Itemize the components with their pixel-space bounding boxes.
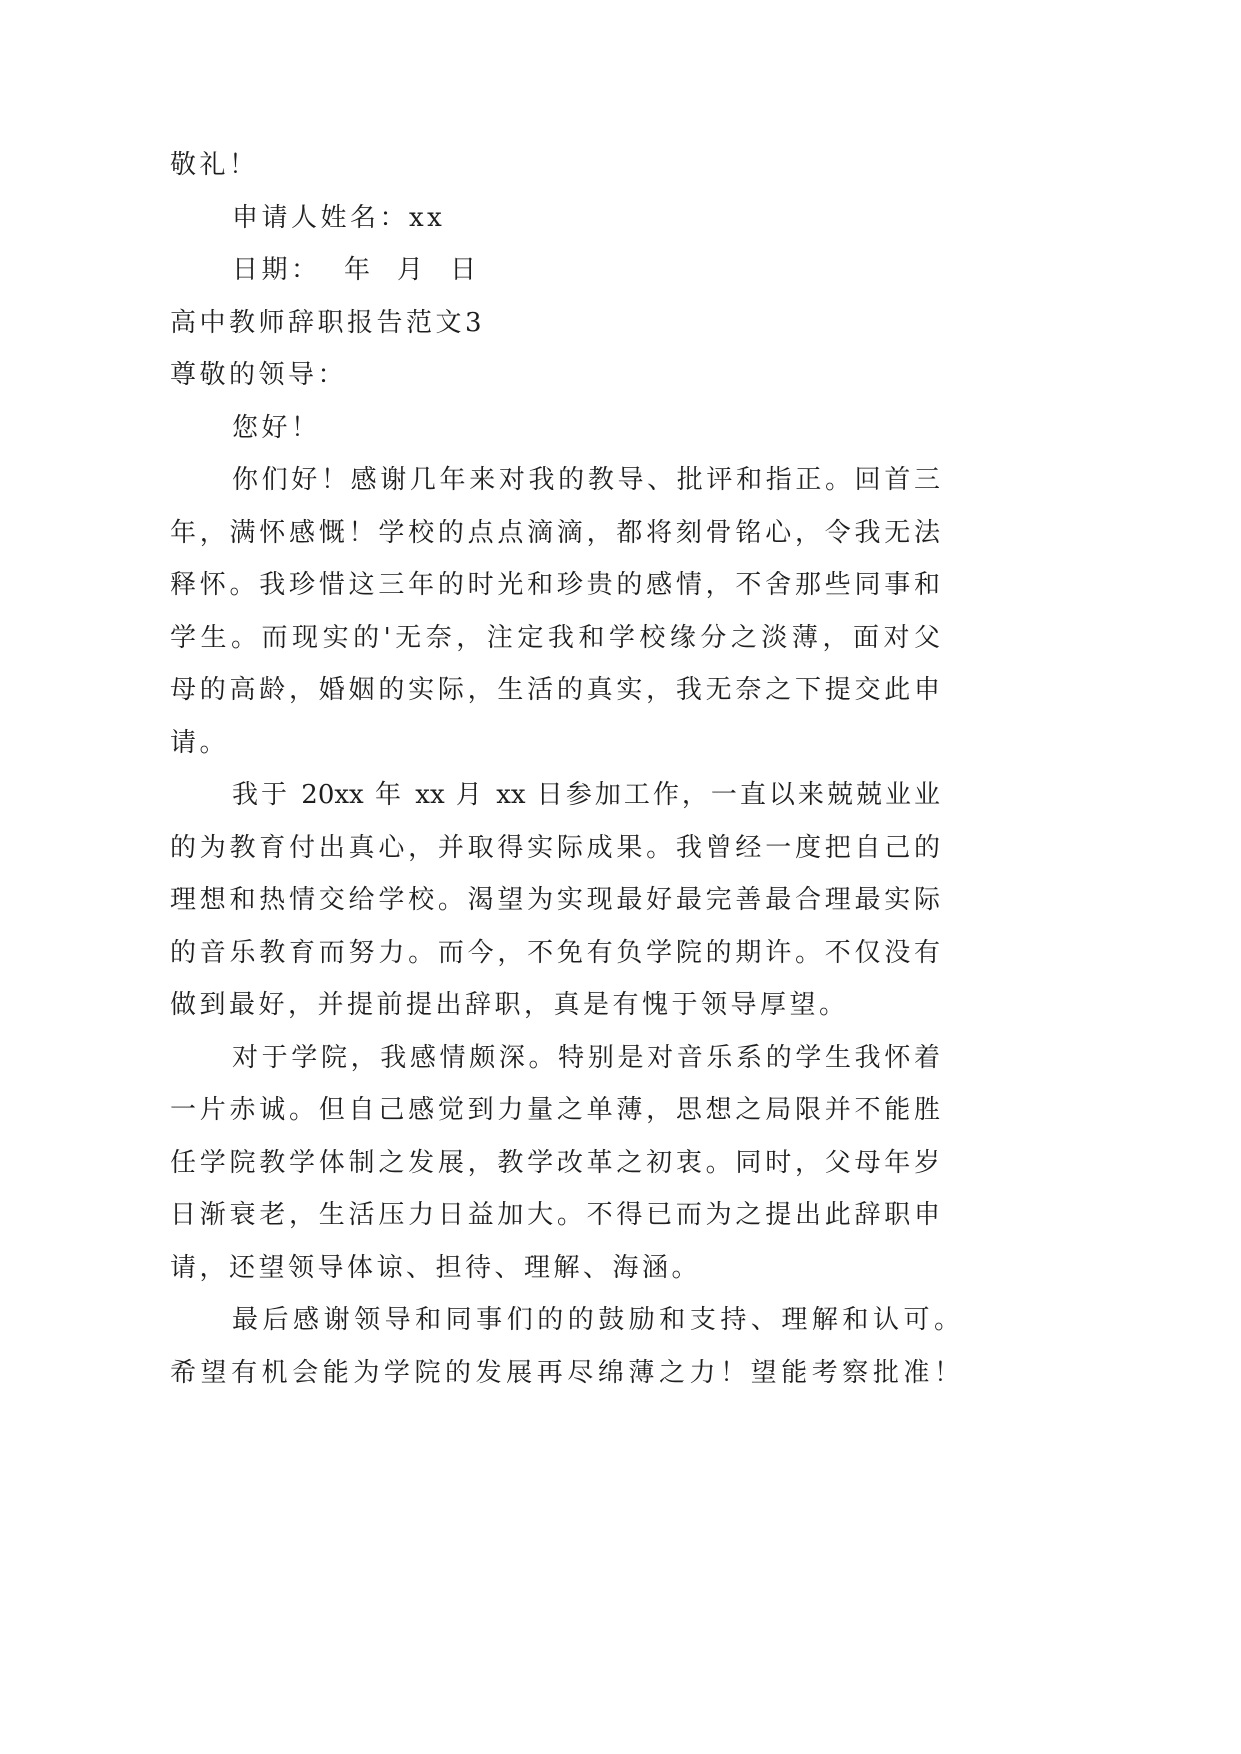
paragraph-line: 年，满怀感慨！学校的点点滴滴，都将刻骨铭心，令我无法 bbox=[170, 517, 940, 548]
date-line: 日期： 年 月 日 bbox=[232, 255, 480, 285]
paragraph-line: 最后感谢领导和同事们的的鼓励和支持、理解和认可。 bbox=[232, 1305, 960, 1335]
paragraph-line: 释怀。我珍惜这三年的时光和珍贵的感情，不舍那些同事和 bbox=[170, 570, 940, 600]
document-body bbox=[170, 139, 970, 1399]
paragraph-line: 我于 20xx 年 xx 月 xx 日参加工作，一直以来兢兢业业 bbox=[232, 780, 940, 810]
applicant-name: 申请人姓名：xx bbox=[232, 202, 446, 233]
paragraph-line: 你们好！感谢几年来对我的教导、批评和指正。回首三 bbox=[232, 465, 940, 495]
paragraph-line: 母的高龄，婚姻的实际，生活的真实，我无奈之下提交此申 bbox=[170, 675, 940, 705]
paragraph-3 bbox=[170, 1032, 970, 1295]
paragraph-1 bbox=[170, 454, 970, 769]
paragraph-line: 理想和热情交给学校。渴望为实现最好最完善最合理最实际 bbox=[170, 885, 940, 915]
paragraph-line: 请。 bbox=[170, 727, 230, 758]
paragraph-line: 的为教育付出真心，并取得实际成果。我曾经一度把自己的 bbox=[170, 832, 940, 863]
paragraph-2 bbox=[170, 769, 970, 1032]
paragraph-line: 做到最好，并提前提出辞职，真是有愧于领导厚望。 bbox=[170, 990, 849, 1020]
paragraph-line: 学生。而现实的'无奈，注定我和学校缘分之淡薄，面对父 bbox=[170, 622, 940, 653]
paragraph-line: 请，还望领导体谅、担待、理解、海涵。 bbox=[170, 1252, 702, 1283]
paragraph-line: 希望有机会能为学院的发展再尽绵薄之力！望能考察批准！ bbox=[170, 1357, 960, 1388]
paragraph-line: 日渐衰老，生活压力日益加大。不得已而为之提出此辞职申 bbox=[170, 1200, 940, 1230]
greeting: 您好！ bbox=[232, 412, 321, 443]
closing-line: 敬礼！ bbox=[170, 150, 259, 180]
paragraph-line: 对于学院，我感情颇深。特别是对音乐系的学生我怀着 bbox=[232, 1042, 940, 1073]
paragraph-line: 一片赤诚。但自己感觉到力量之单薄，思想之局限并不能胜 bbox=[170, 1095, 940, 1125]
document-title: 高中教师辞职报告范文3 bbox=[170, 307, 486, 338]
paragraph-line: 的音乐教育而努力。而今，不免有负学院的期许。不仅没有 bbox=[170, 937, 940, 968]
paragraph-line: 任学院教学体制之发展，教学改革之初衷。同时，父母年岁 bbox=[170, 1147, 940, 1178]
salutation: 尊敬的领导： bbox=[170, 360, 348, 390]
paragraph-4 bbox=[170, 1294, 970, 1399]
